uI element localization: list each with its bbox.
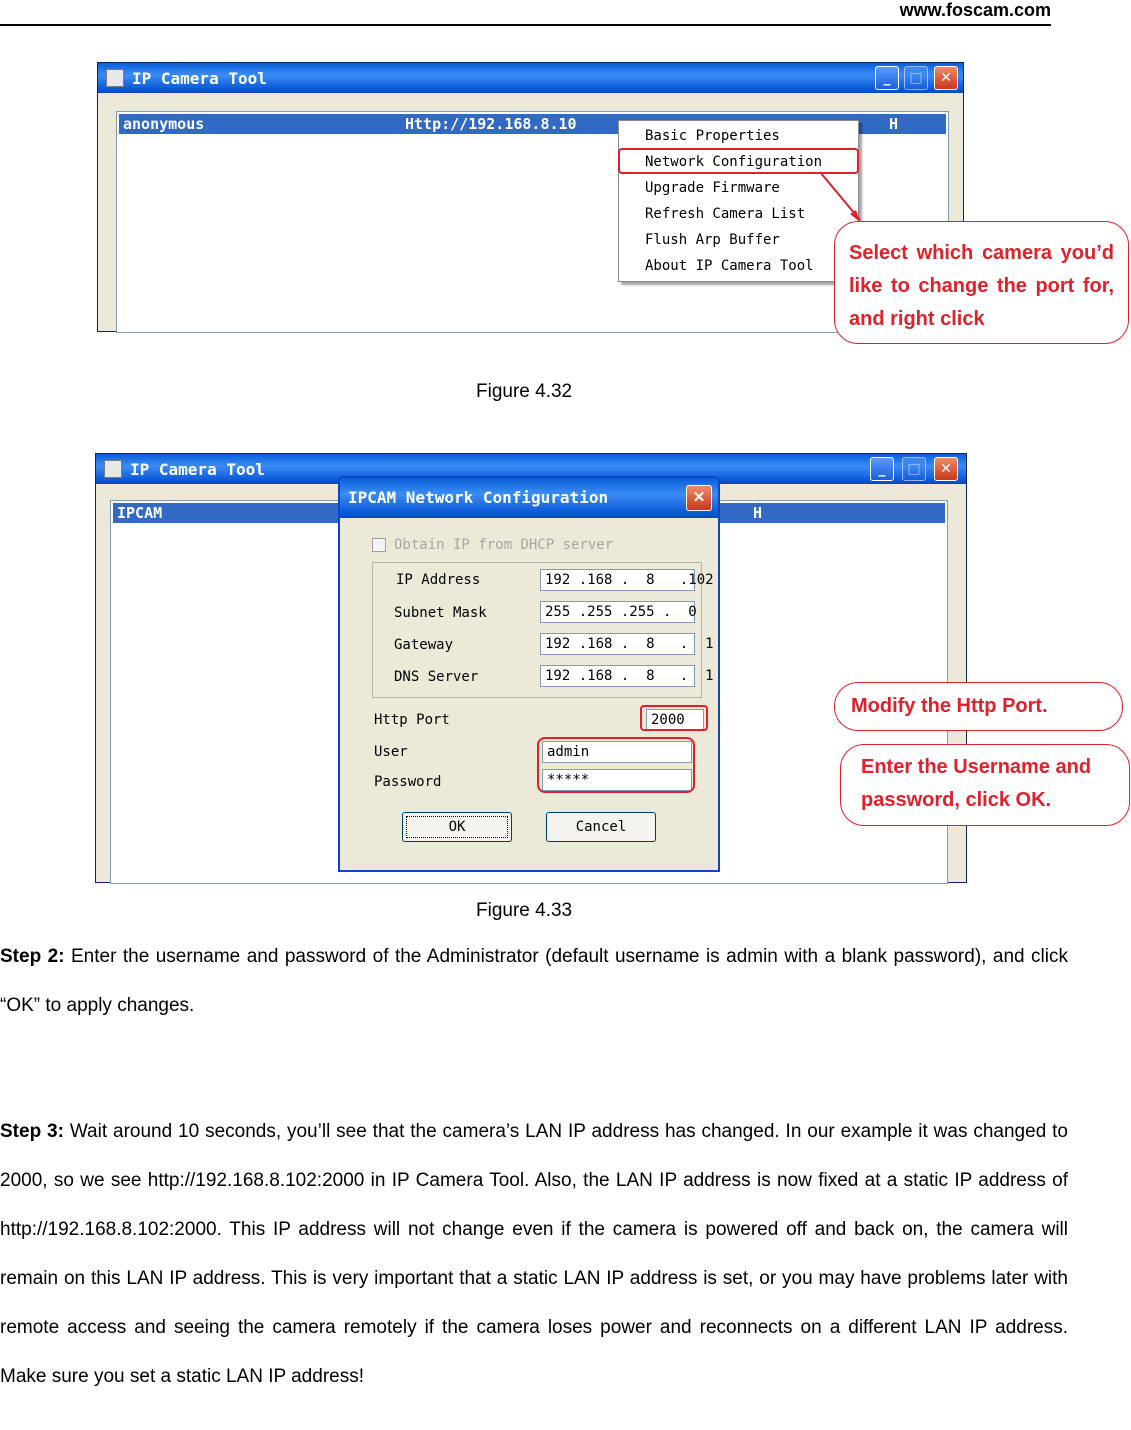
step-3-paragraph xyxy=(0,1107,1068,1401)
http-port-field[interactable]: 2000 xyxy=(646,709,704,731)
subnet-mask-field[interactable]: 255 .255 .255 . 0 xyxy=(540,601,695,623)
header-url: www.foscam.com xyxy=(899,0,1051,20)
camera-col3: H xyxy=(889,115,899,133)
password-label: Password xyxy=(374,774,442,790)
credentials-highlight xyxy=(537,737,695,793)
dialog-close-icon[interactable]: ✕ xyxy=(686,485,712,511)
dns-server-field[interactable]: 192 .168 . 8 . 1 xyxy=(540,665,695,687)
window-titlebar[interactable] xyxy=(98,63,963,93)
ip-address-field[interactable]: 192 .168 . 8 .102 xyxy=(540,569,695,591)
step-2-label: Step 2: xyxy=(0,946,65,967)
http-port-highlight xyxy=(640,705,708,731)
maximize-icon-2[interactable]: □ xyxy=(902,457,926,481)
menu-item-flush-arp-buffer[interactable]: Flush Arp Buffer xyxy=(645,232,780,248)
http-port-label: Http Port xyxy=(374,712,450,728)
context-menu xyxy=(618,120,859,282)
ok-button[interactable]: OK xyxy=(402,812,512,842)
callout-http-port: Modify the Http Port. xyxy=(834,682,1123,731)
step-3-text: Wait around 10 seconds, you’ll see that the camera’s LAN IP address has changed. In our example it was changed to 2000, so we see http://192.168.8.102:2000 in IP Camera Tool. Also, the LAN IP address is now fixed at a static IP address of http://192.168.8.102:2000. This IP address will not change even if the camera is powered off and back on, the camera will remain on this LAN IP address. This is very important that a static LAN IP address is set, or you may have problems later with remote access and seeing the camera remotely if the camera loses power and reconnects on a different LAN IP address. Make sure you set a static LAN IP address! xyxy=(0,1121,1068,1387)
step-2-paragraph xyxy=(0,932,1068,1030)
camera-address: Http://192.168.8.10 xyxy=(405,115,577,133)
ip-address-label: IP Address xyxy=(396,572,481,588)
network-config-dialog xyxy=(338,476,720,872)
close-icon[interactable]: ✕ xyxy=(934,66,958,90)
user-field[interactable]: admin xyxy=(542,741,692,763)
window-title: IP Camera Tool xyxy=(132,69,267,88)
network-configuration-highlight xyxy=(618,148,859,174)
menu-item-basic-properties[interactable]: Basic Properties xyxy=(645,128,780,144)
maximize-icon[interactable]: □ xyxy=(904,66,928,90)
subnet-mask-label: Subnet Mask xyxy=(394,605,487,621)
menu-item-network-configuration[interactable]: Network Configuration xyxy=(645,154,823,170)
dns-server-label: DNS Server xyxy=(394,669,479,685)
figure-caption-4-32: Figure 4.32 xyxy=(476,381,573,402)
app-icon-2 xyxy=(104,460,122,478)
minimize-icon-2[interactable]: _ xyxy=(870,457,894,481)
header-rule xyxy=(0,24,1051,26)
menu-item-about[interactable]: About IP Camera Tool xyxy=(645,258,814,274)
window-title-2: IP Camera Tool xyxy=(130,460,265,479)
step-2-text: Enter the username and password of the Administrator (default username is admin with a blank password), and click “OK” to apply changes. xyxy=(0,946,1068,1016)
gateway-label: Gateway xyxy=(394,637,454,653)
callout-select-camera: Select which camera you’d like to change the port for, and right click xyxy=(834,221,1129,344)
dhcp-checkbox[interactable] xyxy=(372,538,386,552)
app-icon xyxy=(106,69,124,87)
camera-col3-2: H xyxy=(753,504,763,522)
step-3-label: Step 3: xyxy=(0,1121,64,1142)
dialog-titlebar[interactable] xyxy=(340,478,718,518)
callout-credentials: Enter the Username and password, click OK. xyxy=(840,744,1130,826)
user-label: User xyxy=(374,744,408,760)
close-icon-2[interactable]: ✕ xyxy=(934,457,958,481)
dhcp-label: Obtain IP from DHCP server xyxy=(394,537,614,553)
cancel-button[interactable]: Cancel xyxy=(546,812,656,842)
password-field[interactable]: ***** xyxy=(542,769,692,791)
camera-name: anonymous xyxy=(123,115,205,133)
minimize-icon[interactable]: _ xyxy=(875,66,899,90)
dialog-title: IPCAM Network Configuration xyxy=(348,488,609,507)
gateway-field[interactable]: 192 .168 . 8 . 1 xyxy=(540,633,695,655)
menu-item-refresh-camera-list[interactable]: Refresh Camera List xyxy=(645,206,806,222)
camera-name-2: IPCAM xyxy=(117,504,163,522)
menu-item-upgrade-firmware[interactable]: Upgrade Firmware xyxy=(645,180,780,196)
figure-caption-4-33: Figure 4.33 xyxy=(476,900,573,921)
